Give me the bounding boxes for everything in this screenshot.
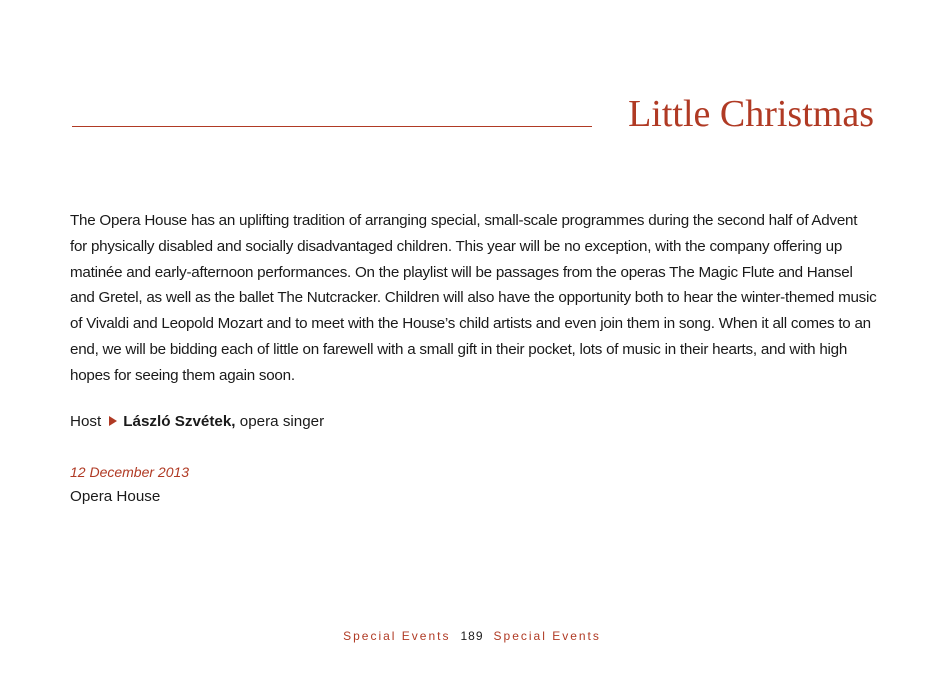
footer-section-left: Special Events (343, 629, 451, 643)
page-footer (0, 627, 944, 645)
triangle-right-icon (109, 416, 117, 426)
page-title: Little Christmas (628, 93, 874, 135)
event-venue: Opera House (70, 488, 161, 505)
event-description: The Opera House has an uplifting tradition of arranging special, small-scale programmes during the second half of Advent for physically disabled and socially disadvantaged children. This year will be no exception, with the company offering up matinée and early-afternoon performances. On the playlist will be passages from the operas The Magic Flute and Hansel and Gretel, as well as the ballet The Nutcracker. Children will also have the opportunity both to hear the winter-themed music of Vivaldi and Leopold Mozart and to meet with the House’s child artists and even join them in song. When it all comes to an end, we will be bidding each of little on farewell with a small gift in their pocket, lots of music in their hearts, and with high hopes for seeing them again soon. (70, 212, 877, 384)
host-name: László Szvétek, (123, 413, 236, 430)
host-line (70, 410, 324, 434)
event-date: 12 December 2013 (70, 464, 190, 480)
host-label: Host (70, 413, 102, 430)
footer-section-right: Special Events (493, 629, 601, 643)
page-number: 189 (460, 629, 484, 643)
host-role: opera singer (239, 413, 325, 430)
title-rule (72, 126, 592, 127)
